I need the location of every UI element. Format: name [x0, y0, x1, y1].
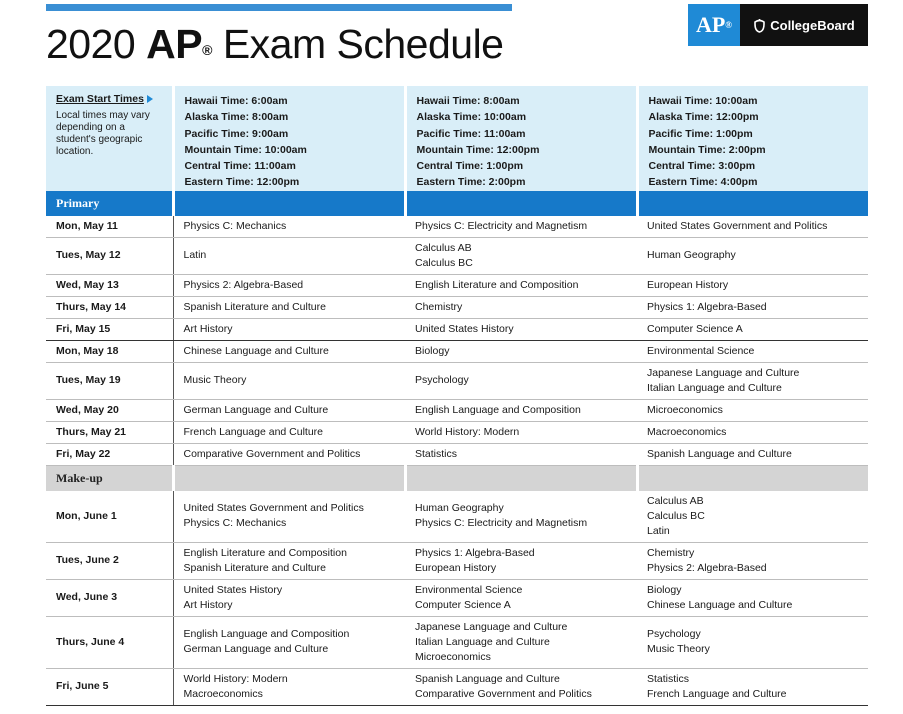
schedule-row — [46, 443, 868, 465]
time-line: Eastern Time: 12:00pm — [184, 176, 300, 189]
section-band-cell — [637, 191, 868, 216]
schedule-row — [46, 362, 868, 399]
exam-slot-1 — [173, 216, 405, 238]
exam-name: European History — [415, 561, 497, 574]
exam-name: Comparative Government and Politics — [415, 687, 592, 700]
section-title: Make-up — [46, 465, 173, 491]
acorn-icon — [753, 18, 766, 33]
exam-slot-1 — [173, 421, 405, 443]
exam-day: Fri, June 5 — [46, 668, 173, 705]
exam-slot-2 — [405, 579, 637, 616]
time-line: Eastern Time: 2:00pm — [416, 176, 526, 189]
exam-slot-3 — [637, 318, 868, 340]
exam-day: Tues, June 2 — [46, 542, 173, 579]
exam-name: Music Theory — [183, 374, 247, 387]
exam-name: Physics 2: Algebra-Based — [183, 278, 304, 291]
title-rest: Exam Schedule — [222, 21, 504, 67]
exam-slot-2 — [405, 399, 637, 421]
exam-name: Statistics — [415, 447, 458, 460]
top-accent-bar — [46, 4, 512, 11]
exam-slot-1 — [173, 362, 405, 399]
page-title — [46, 18, 504, 70]
exam-day: Mon, May 18 — [46, 340, 173, 362]
exam-name: Spanish Literature and Culture — [183, 561, 326, 574]
exam-name: Physics C: Mechanics — [183, 517, 287, 530]
start-times-label-cell — [46, 86, 173, 191]
exam-name: Spanish Literature and Culture — [183, 300, 326, 313]
ap-logo-text: AP — [695, 12, 726, 37]
exam-name: Physics C: Electricity and Magnetism — [415, 219, 588, 232]
exam-name: Japanese Language and Culture — [415, 620, 568, 633]
exam-name: United States History — [415, 322, 514, 335]
time-line: Hawaii Time: 8:00am — [416, 95, 520, 107]
exam-slot-3 — [637, 443, 868, 465]
exam-name: Italian Language and Culture — [647, 381, 782, 394]
section-band-cell — [405, 191, 637, 216]
exam-slot-2 — [405, 274, 637, 296]
exam-name: Spanish Language and Culture — [647, 447, 792, 460]
exam-slot-3 — [637, 421, 868, 443]
exam-day: Fri, May 15 — [46, 318, 173, 340]
exam-name: German Language and Culture — [183, 643, 329, 656]
exam-slot-3 — [637, 362, 868, 399]
section-band-primary — [46, 191, 868, 216]
exam-name: English Literature and Composition — [415, 278, 579, 291]
exam-slot-3 — [637, 579, 868, 616]
exam-name: Calculus AB — [647, 494, 704, 507]
exam-day: Thurs, May 21 — [46, 421, 173, 443]
exam-day: Tues, May 19 — [46, 362, 173, 399]
exam-slot-3 — [637, 399, 868, 421]
exam-name: French Language and Culture — [183, 425, 324, 438]
exam-name: Calculus AB — [415, 241, 472, 254]
exam-name: Macroeconomics — [647, 425, 727, 438]
exam-slot-3 — [637, 296, 868, 318]
exam-name: Human Geography — [647, 249, 736, 262]
collegeboard-logo-text: CollegeBoard — [770, 17, 855, 33]
exam-name: World History: Modern — [183, 672, 288, 685]
start-times-heading — [56, 93, 162, 105]
exam-name: United States History — [183, 583, 283, 596]
schedule-row — [46, 296, 868, 318]
exam-slot-2 — [405, 296, 637, 318]
exam-name: Psychology — [415, 374, 469, 387]
exam-slot-1 — [173, 274, 405, 296]
schedule-table — [46, 86, 868, 706]
exam-name: Statistics — [647, 672, 690, 685]
exam-name: English Language and Composition — [183, 628, 350, 641]
exam-slot-2 — [405, 318, 637, 340]
exam-slot-3 — [637, 216, 868, 238]
time-line: Mountain Time: 2:00pm — [648, 143, 766, 156]
exam-slot-3 — [637, 542, 868, 579]
exam-name: Latin — [647, 524, 670, 537]
collegeboard-logo — [740, 4, 868, 46]
exam-day: Thurs, May 14 — [46, 296, 173, 318]
exam-slot-1 — [173, 443, 405, 465]
exam-name: Microeconomics — [415, 650, 491, 663]
section-band-cell — [637, 465, 868, 491]
exam-day: Thurs, June 4 — [46, 616, 173, 668]
exam-slot-1 — [173, 296, 405, 318]
start-times-column-3 — [637, 86, 868, 191]
ap-logo-reg: ® — [725, 20, 733, 30]
exam-slot-2 — [405, 616, 637, 668]
exam-slot-3 — [637, 616, 868, 668]
time-line: Mountain Time: 10:00am — [184, 143, 307, 156]
exam-slot-2 — [405, 340, 637, 362]
exam-slot-2 — [405, 668, 637, 705]
exam-slot-3 — [637, 491, 868, 543]
title-reg-mark: ® — [202, 42, 212, 58]
exam-name: Biology — [647, 583, 682, 596]
exam-slot-2 — [405, 362, 637, 399]
schedule-row — [46, 579, 868, 616]
exam-slot-1 — [173, 668, 405, 705]
time-line: Alaska Time: 8:00am — [184, 111, 289, 124]
exam-slot-2 — [405, 443, 637, 465]
exam-name: Art History — [183, 598, 233, 611]
exam-name: Computer Science A — [415, 598, 511, 611]
schedule-row — [46, 668, 868, 705]
exam-name: European History — [647, 278, 729, 291]
start-times-note: Local times may vary depending on a student's geograpic location. — [56, 110, 150, 157]
section-band-makeup — [46, 465, 868, 491]
exam-name: Macroeconomics — [183, 687, 263, 700]
exam-name: Chemistry — [647, 546, 695, 559]
exam-day: Tues, May 12 — [46, 237, 173, 274]
exam-name: United States Government and Politics — [647, 219, 828, 232]
exam-name: Chemistry — [415, 300, 463, 313]
schedule-row — [46, 237, 868, 274]
schedule-row — [46, 274, 868, 296]
exam-slot-1 — [173, 616, 405, 668]
exam-name: Comparative Government and Politics — [183, 447, 361, 460]
exam-slot-2 — [405, 542, 637, 579]
exam-slot-2 — [405, 491, 637, 543]
time-line: Hawaii Time: 6:00am — [184, 95, 288, 107]
exam-name: Chinese Language and Culture — [183, 344, 329, 357]
time-line: Pacific Time: 9:00am — [184, 127, 289, 140]
exam-name: English Literature and Composition — [183, 546, 347, 559]
exam-name: French Language and Culture — [647, 687, 787, 700]
start-times-heading-text: Exam Start Times — [56, 93, 144, 105]
exam-slot-2 — [405, 216, 637, 238]
exam-day: Fri, May 22 — [46, 443, 173, 465]
section-band-cell — [173, 465, 405, 491]
title-year: 2020 — [46, 21, 136, 67]
exam-name: Physics 1: Algebra-Based — [415, 546, 535, 559]
schedule-row — [46, 616, 868, 668]
time-line: Pacific Time: 1:00pm — [648, 127, 753, 140]
exam-day: Wed, May 13 — [46, 274, 173, 296]
time-line: Eastern Time: 4:00pm — [648, 176, 758, 189]
exam-slot-3 — [637, 237, 868, 274]
exam-name: Japanese Language and Culture — [647, 366, 800, 379]
exam-day: Wed, May 20 — [46, 399, 173, 421]
exam-day: Mon, June 1 — [46, 491, 173, 543]
schedule-row — [46, 340, 868, 362]
title-ap: AP — [146, 21, 203, 67]
exam-name: Physics 2: Algebra-Based — [647, 561, 767, 574]
schedule-row — [46, 216, 868, 238]
schedule-row — [46, 542, 868, 579]
schedule-row — [46, 421, 868, 443]
schedule-row — [46, 491, 868, 543]
exam-name: Physics C: Mechanics — [183, 219, 287, 232]
exam-slot-1 — [173, 399, 405, 421]
section-title: Primary — [46, 191, 173, 216]
exam-slot-2 — [405, 421, 637, 443]
exam-name: Computer Science A — [647, 322, 743, 335]
triangle-right-icon — [147, 95, 153, 103]
exam-slot-3 — [637, 668, 868, 705]
exam-name: Human Geography — [415, 502, 504, 515]
exam-slot-1 — [173, 340, 405, 362]
exam-slot-1 — [173, 491, 405, 543]
schedule-row — [46, 399, 868, 421]
exam-name: Music Theory — [647, 643, 710, 656]
time-line: Central Time: 1:00pm — [416, 160, 524, 173]
exam-name: Physics 1: Algebra-Based — [647, 300, 767, 313]
exam-name: English Language and Composition — [415, 403, 581, 416]
time-line: Pacific Time: 11:00am — [416, 127, 526, 140]
exam-name: Chinese Language and Culture — [647, 598, 793, 611]
exam-slot-3 — [637, 274, 868, 296]
exam-slot-3 — [637, 340, 868, 362]
time-line: Central Time: 3:00pm — [648, 160, 756, 173]
exam-name: World History: Modern — [415, 425, 520, 438]
exam-name: German Language and Culture — [183, 403, 329, 416]
exam-day: Mon, May 11 — [46, 216, 173, 238]
exam-slot-1 — [173, 318, 405, 340]
exam-day: Wed, June 3 — [46, 579, 173, 616]
exam-name: United States Government and Politics — [183, 502, 364, 515]
start-times-row — [46, 86, 868, 191]
exam-slot-1 — [173, 579, 405, 616]
time-line: Hawaii Time: 10:00am — [648, 95, 758, 107]
ap-logo — [688, 4, 740, 46]
exam-name: Psychology — [647, 628, 701, 641]
exam-name: Spanish Language and Culture — [415, 672, 560, 685]
exam-name: Physics C: Electricity and Magnetism — [415, 517, 588, 530]
time-line: Central Time: 11:00am — [184, 160, 296, 173]
start-times-column-2 — [405, 86, 637, 191]
schedule-row — [46, 318, 868, 340]
time-line: Alaska Time: 12:00pm — [648, 111, 759, 124]
exam-name: Latin — [183, 249, 207, 262]
exam-name: Art History — [183, 322, 233, 335]
exam-name: Environmental Science — [415, 583, 523, 596]
section-band-cell — [173, 191, 405, 216]
start-times-column-1 — [173, 86, 405, 191]
exam-slot-1 — [173, 237, 405, 274]
exam-name: Environmental Science — [647, 344, 755, 357]
exam-name: Biology — [415, 344, 450, 357]
exam-name: Calculus BC — [647, 509, 705, 522]
exam-name: Microeconomics — [647, 403, 723, 416]
section-band-cell — [405, 465, 637, 491]
exam-name: Calculus BC — [415, 256, 473, 269]
time-line: Alaska Time: 10:00am — [416, 111, 527, 124]
time-line: Mountain Time: 12:00pm — [416, 143, 540, 156]
exam-name: Italian Language and Culture — [415, 635, 550, 648]
exam-slot-2 — [405, 237, 637, 274]
exam-slot-1 — [173, 542, 405, 579]
